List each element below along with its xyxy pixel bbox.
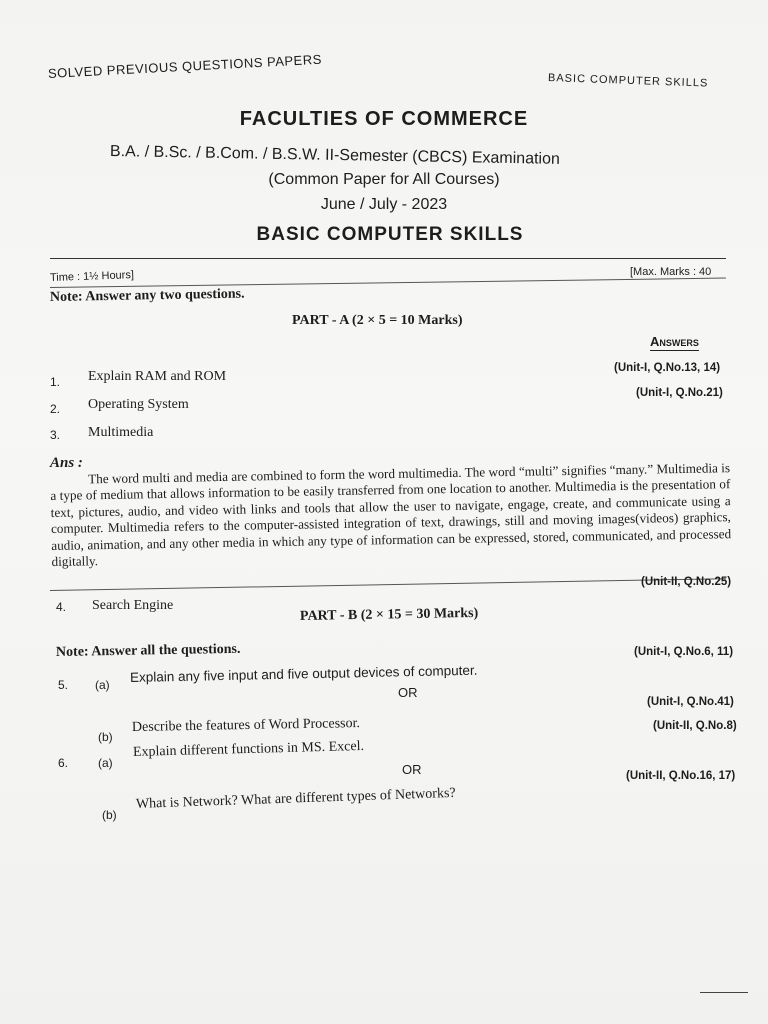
question-reference: (Unit-I, Q.No.13, 14)	[614, 362, 721, 374]
running-header-right: BASIC COMPUTER SKILLS	[547, 72, 709, 90]
sub-question-label: (b)	[102, 808, 117, 822]
question-text: Explain any five input and five output devices of computer.	[129, 662, 478, 685]
question-number: 6.	[58, 756, 69, 770]
faculty-title: FACULTIES OF COMMERCE	[239, 108, 529, 130]
part-b-note: Note: Answer all the questions.	[55, 641, 241, 660]
part-a-title: PART - A (2 × 5 = 10 Marks)	[292, 313, 463, 328]
page-edge-mark	[700, 992, 748, 993]
question-reference: (Unit-II, Q.No.8)	[653, 720, 737, 732]
question-text: Multimedia	[88, 425, 154, 440]
or-separator: OR	[398, 685, 418, 700]
session-title: June / July - 2023	[320, 196, 448, 213]
running-header-left: SOLVED PREVIOUS QUESTIONS PAPERS	[47, 51, 323, 81]
or-separator: OR	[402, 762, 422, 777]
answer-underline	[50, 578, 726, 591]
exam-title: B.A. / B.Sc. / B.Com. / B.S.W. II-Semester (CBCS) Examination	[109, 143, 560, 168]
question-reference: (Unit-I, Q.No.6, 11)	[634, 646, 734, 658]
question-reference: (Unit-I, Q.No.41)	[647, 696, 734, 708]
subject-title: BASIC COMPUTER SKILLS	[256, 224, 524, 245]
question-text: Describe the features of Word Processor.	[131, 716, 361, 735]
question-text: Explain different functions in MS. Excel.	[132, 738, 365, 760]
answers-heading: Answers	[650, 334, 699, 349]
part-b-title: PART - B (2 × 15 = 30 Marks)	[299, 605, 479, 624]
question-reference: (Unit-II, Q.No.16, 17)	[626, 770, 736, 782]
max-marks-label: [Max. Marks : 40	[630, 266, 712, 278]
sub-question-label: (a)	[95, 678, 110, 692]
common-paper-title: (Common Paper for All Courses)	[268, 171, 500, 188]
part-a-note: Note: Answer any two questions.	[49, 286, 245, 305]
question-text: Search Engine	[92, 598, 174, 613]
question-number: 5.	[58, 678, 69, 692]
question-text: Operating System	[88, 397, 189, 412]
header-rule	[50, 258, 726, 259]
question-number: 4.	[56, 600, 67, 614]
time-label: Time : 1½ Hours]	[49, 269, 135, 284]
answer-text: The word multi and media are combined to form the word multimedia. The word “multi” signifies “many.” Multimedia is a type of medium that allows information to be easily transferred from one location to another. Multimedia is the presentation of text, pictures, audio, and video with links and tools that allow the user to navigate, engage, create, and communicate using a computer. Multimedia refers to the computer-assisted integration of text, drawings, still and moving images(videos) graphics, audio, animation, and any other media in which any type of information can be expressed, stored, communicated, and processed digitally.	[50, 460, 732, 570]
answer-paragraph	[50, 460, 732, 570]
question-number: 2.	[50, 402, 61, 416]
question-text: What is Network? What are different types of Networks?	[135, 785, 456, 812]
question-reference: (Unit-II, Q.No.25)	[641, 576, 732, 588]
question-reference: (Unit-I, Q.No.21)	[636, 387, 723, 399]
question-number: 1.	[50, 375, 61, 389]
time-rule	[50, 278, 726, 288]
sub-question-label: (a)	[98, 756, 113, 770]
sub-question-label: (b)	[98, 730, 113, 744]
question-number: 3.	[50, 428, 61, 442]
question-text: Explain RAM and ROM	[88, 369, 227, 384]
answer-label: Ans :	[50, 455, 83, 471]
